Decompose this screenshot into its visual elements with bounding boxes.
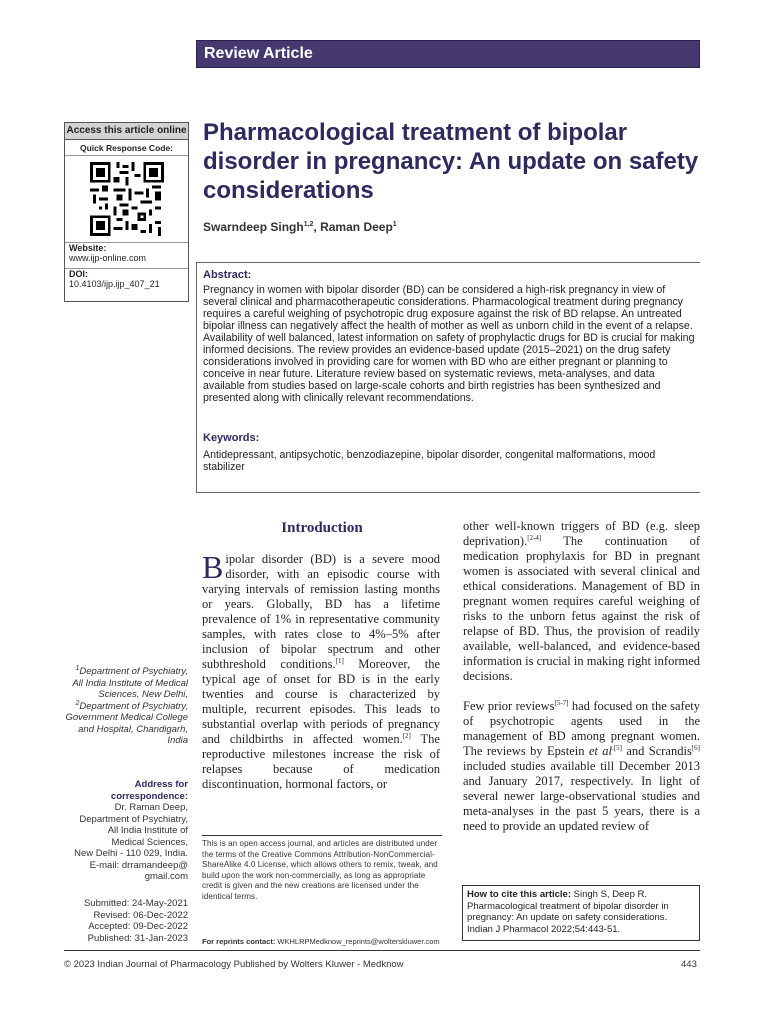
affiliations [64, 666, 188, 747]
section-label: Review Article [204, 45, 313, 62]
section-banner [196, 40, 700, 68]
body-text: Few prior reviews [463, 699, 555, 713]
affil-marker: 2 [75, 699, 80, 707]
article-title: Pharmacological treatment of bipolar disorder in pregnancy: An update on safety considerations [203, 119, 699, 204]
citation-ref[interactable]: [2] [402, 731, 411, 740]
citation-ref[interactable]: [5-7] [554, 698, 569, 707]
website-label: Website: [69, 243, 107, 253]
cite-text: Singh S, Deep R. Pharmacological treatment of bipolar disorder in pregnancy: An update on safety considerations. Indian J Pharmacol 2022;54:443-51. [467, 889, 669, 935]
body-text: and Scrandis [621, 744, 692, 758]
doi-label: DOI: [69, 269, 88, 279]
qr-code-icon[interactable] [90, 162, 164, 236]
body-text: Moreover, the typical age of onset for BD is in the early twenties and course is characterized by multiple, recurrent episodes. This leads to substantial overlap with periods of pregnancy and childbirths in affected women. [202, 657, 440, 746]
body-column-left [202, 549, 440, 792]
keywords-text: Antidepressant, antipsychotic, benzodiazepine, bipolar disorder, congenital malformations, mood stabilizer [203, 449, 656, 473]
date-revised: Revised: 06-Dec-2022 [93, 909, 188, 921]
license-notice: This is an open access journal, and articles are distributed under the terms of the Creative Commons Attribution-NonCommercial-ShareAlike 4.0 License, which allows others to remix, tweak, and build upon the work non-commercially, as long as appropriate credit is given and the new creations are licensed under the identical terms. [202, 835, 442, 902]
keywords-heading: Keywords: [203, 432, 260, 444]
date-accepted: Accepted: 09-Dec-2022 [88, 921, 188, 932]
author-1: Swarndeep Singh [203, 220, 304, 234]
article-dates [64, 898, 188, 944]
citation-ref[interactable]: [6] [691, 743, 700, 752]
abstract-box [196, 262, 700, 493]
body-text: included studies available till December 2013 and January 2017, respectively. In light of several newer large-observational studies and meta-analyses in the past 5 years, there is a need to provide an updated review of [463, 759, 700, 833]
doi-value[interactable]: 10.4103/ijp.ijp_407_21 [69, 279, 160, 289]
affil-text: Department of Psychiatry, All India Institute of Medical Sciences, New Delhi, [72, 666, 188, 700]
email-line[interactable]: gmail.com [144, 871, 188, 882]
how-to-cite-box [462, 885, 700, 941]
address-line: All India Institute of [107, 825, 188, 836]
introduction-heading: Introduction [281, 520, 363, 536]
reprints-email[interactable]: WKHLRPMedknow_reprints@wolterskluwer.com [275, 937, 440, 946]
access-article-box [64, 122, 189, 302]
article-authors [203, 220, 397, 234]
abstract-text: Pregnancy in women with bipolar disorder (BD) can be considered a high-risk pregnancy in view of several clinical and pharmacotherapeutic considerations. Pharmacological treatment during pregnancy requires a careful weighing of psychotropic drug exposure against the risk of BD relapse. An untreated bipolar illness can negatively affect the health of mother as well as unborn child in the event of a relapse. Availability of well balanced, latest information on safety of prophylactic drugs for BD is crucial for making informed decisions. The review provides an evidence-based update (2015–2021) on the drug safety considerations involved in providing care for women with BD who are either pregnant or planning to conceive in near future. Literature review based on systematic reviews, meta-analyses, and data available from studies based on large-scale cohorts and birth registries has been synthesized and presented along with clinically relevant recommendations. [203, 284, 695, 404]
body-text: et al [588, 744, 613, 758]
author-2: , Raman Deep [313, 220, 393, 234]
affil-text: Department of Psychiatry, Government Medical College and Hospital, Chandigarh, India [65, 700, 188, 746]
body-text: The reproductive milestones increase the risk of relapses because of medication discontinuation, hormonal factors, or [202, 732, 440, 791]
address-line: Medical Sciences, [111, 836, 188, 848]
citation-ref[interactable]: .[5] [612, 743, 622, 752]
author-1-affil: 1,2 [303, 221, 314, 228]
qr-label: Quick Response Code: [65, 143, 188, 156]
address-line: New Delhi - 110 029, India. [74, 848, 188, 859]
access-label: Access this article online [65, 123, 188, 140]
reprints-contact [202, 937, 452, 946]
paragraph [463, 699, 700, 834]
footer-divider [64, 950, 700, 951]
citation-ref[interactable]: [1] [335, 656, 344, 665]
body-column-right [463, 519, 700, 834]
footer-copyright: © 2023 Indian Journal of Pharmacology Published by Wolters Kluwer - Medknow [64, 959, 404, 970]
body-text: The continuation of medication prophylaxis for BD in pregnant women is associated with several clinical and ethical considerations. Management of BD in pregnant women requires careful weighing of risks to the unborn fetus against the risk of relapse of BD. Thus, the provision of readily available, well-balanced, and evidence-based information is crucial in making right informed decisions. [463, 534, 700, 683]
correspondence-heading: Address for correspondence: [110, 779, 188, 802]
cite-label: How to cite this article: [467, 889, 571, 900]
drop-cap: B [202, 549, 224, 585]
email-line[interactable]: E-mail: drramandeep@ [89, 859, 188, 871]
reprints-label: For reprints contact: [202, 937, 276, 946]
page-number: 443 [681, 959, 697, 970]
affil-marker: 1 [75, 664, 80, 672]
correspondence [64, 779, 188, 883]
body-text: had focused on the safety of psychotropic agents used in the management of BD among pregnant women. The reviews by Epstein [463, 699, 700, 758]
date-published: Published: 31-Jan-2023 [87, 932, 188, 944]
website-link[interactable]: www.ijp-online.com [69, 253, 147, 263]
address-line: Dr. Raman Deep, [114, 802, 188, 813]
address-line: Department of Psychiatry, [79, 813, 188, 825]
body-text: ipolar disorder (BD) is a severe mood disorder, with an episodic course with varying intervals of remission lasting months or years. Globally, BD has a lifetime prevalence of 1% in representative community samples, with rates close to 4%–5% after inclusion of bipolar spectrum and other subthreshold conditions. [202, 552, 440, 671]
abstract-heading: Abstract: [203, 269, 252, 281]
paragraph [463, 519, 700, 684]
body-text: other well-known triggers of BD (e.g. sleep deprivation). [463, 519, 700, 548]
citation-ref[interactable]: [2-4] [527, 533, 542, 542]
author-2-affil: 1 [392, 221, 397, 228]
date-submitted: Submitted: 24-May-2021 [83, 898, 188, 909]
